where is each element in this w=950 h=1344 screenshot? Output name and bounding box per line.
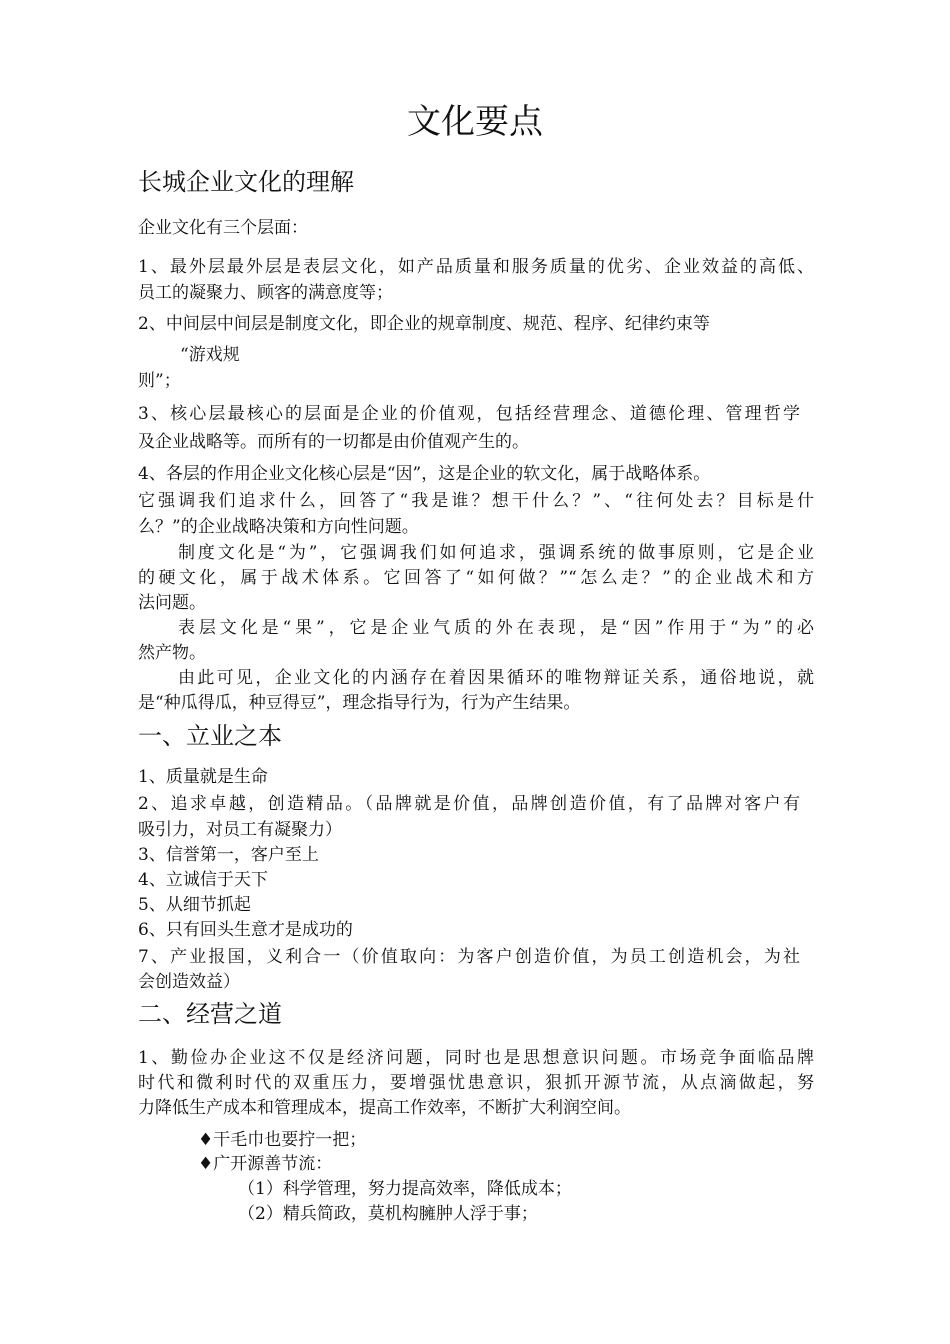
sub-item-1: （1）科学管理，努力提高效率，降低成本； [238,1179,572,1199]
bullet-item-towel: ♦干毛巾也要拧一把； [198,1130,367,1150]
biaoceng-para-line2: 然产物。 [138,643,206,663]
liye-item6: 6、只有回头生意才是成功的 [138,920,353,940]
culture-item4-line3: 么？”的企业战略决策和方向性问题。 [138,517,419,537]
youci-para-line1: 由此可见，企业文化的内涵存在着因果循环的唯物辩证关系，通俗地说，就 [178,668,814,688]
culture-item1-line2: 员工的凝聚力、顾客的满意度等； [138,283,393,303]
section-heading-jingying: 二、经营之道 [138,1000,282,1028]
zhidu-para-line2: 的硬文化，属于战术体系。它回答了“如何做？”“怎么走？”的企业战术和方 [138,568,814,588]
zhidu-para-line1: 制度文化是“为”，它强调我们如何追求，强调系统的做事原则，它是企业 [178,543,814,563]
liye-item3: 3、信誉第一，客户至上 [138,845,319,865]
intro-line: 企业文化有三个层面： [138,218,308,238]
liye-item2-line2: 吸引力，对员工有凝聚力） [138,820,342,840]
culture-item2-line3: 则”； [138,371,181,391]
culture-item4-line1: 4、各层的作用企业文化核心层是“因”，这是企业的软文化，属于战略体系。 [138,464,711,484]
culture-item1-line1: 1、最外层最外层是表层文化，如产品质量和服务质量的优劣、企业效益的高低、 [138,257,814,277]
culture-item3-line2: 及企业战略等。而所有的一切都是由价值观产生的。 [138,432,529,452]
biaoceng-para-line1: 表层文化是“果”，它是企业气质的外在表现，是“因”作用于“为”的必 [178,618,814,638]
culture-item2-line1: 2、中间层中间层是制度文化，即企业的规章制度、规范、程序、纪律约束等 [138,314,710,334]
jingying-item1-line3: 力降低生产成本和管理成本，提高工作效率，不断扩大利润空间。 [138,1098,631,1118]
culture-item3-line1: 3、核心层最核心的层面是企业的价值观，包括经营理念、道德伦理、管理哲学 [138,404,800,424]
page-title: 文化要点 [407,102,543,142]
liye-item2-line1: 2、追求卓越，创造精品。（品牌就是价值，品牌创造价值，有了品牌对客户有 [138,794,800,814]
youci-para-line2: 是“种瓜得瓜，种豆得豆”，理念指导行为，行为产生结果。 [138,693,581,713]
liye-item7-line2: 会创造效益） [138,972,240,992]
liye-item4: 4、立诚信于天下 [138,870,268,890]
liye-item5: 5、从细节抓起 [138,895,251,915]
section-heading-culture: 长城企业文化的理解 [138,168,354,196]
culture-item4-line2: 它强调我们追求什么，回答了“我是谁？想干什么？”、“往何处去？目标是什 [138,491,814,511]
bullet-item-kaiyuan: ♦广开源善节流： [198,1154,333,1174]
section-heading-liye: 一、立业之本 [138,722,282,750]
liye-item1: 1、质量就是生命 [138,767,268,787]
sub-item-2: （2）精兵简政，莫机构臃肿人浮于事； [238,1204,538,1224]
culture-item2-line2: “游戏规 [180,345,240,365]
jingying-item1-line1: 1、勤俭办企业这不仅是经济问题，同时也是思想意识问题。市场竞争面临品牌 [138,1048,814,1068]
zhidu-para-line3: 法问题。 [138,593,206,613]
liye-item7-line1: 7、产业报国，义利合一（价值取向：为客户创造价值，为员工创造机会，为社 [138,947,800,967]
jingying-item1-line2: 时代和微利时代的双重压力，要增强忧患意识，狠抓开源节流，从点滴做起，努 [138,1073,814,1093]
